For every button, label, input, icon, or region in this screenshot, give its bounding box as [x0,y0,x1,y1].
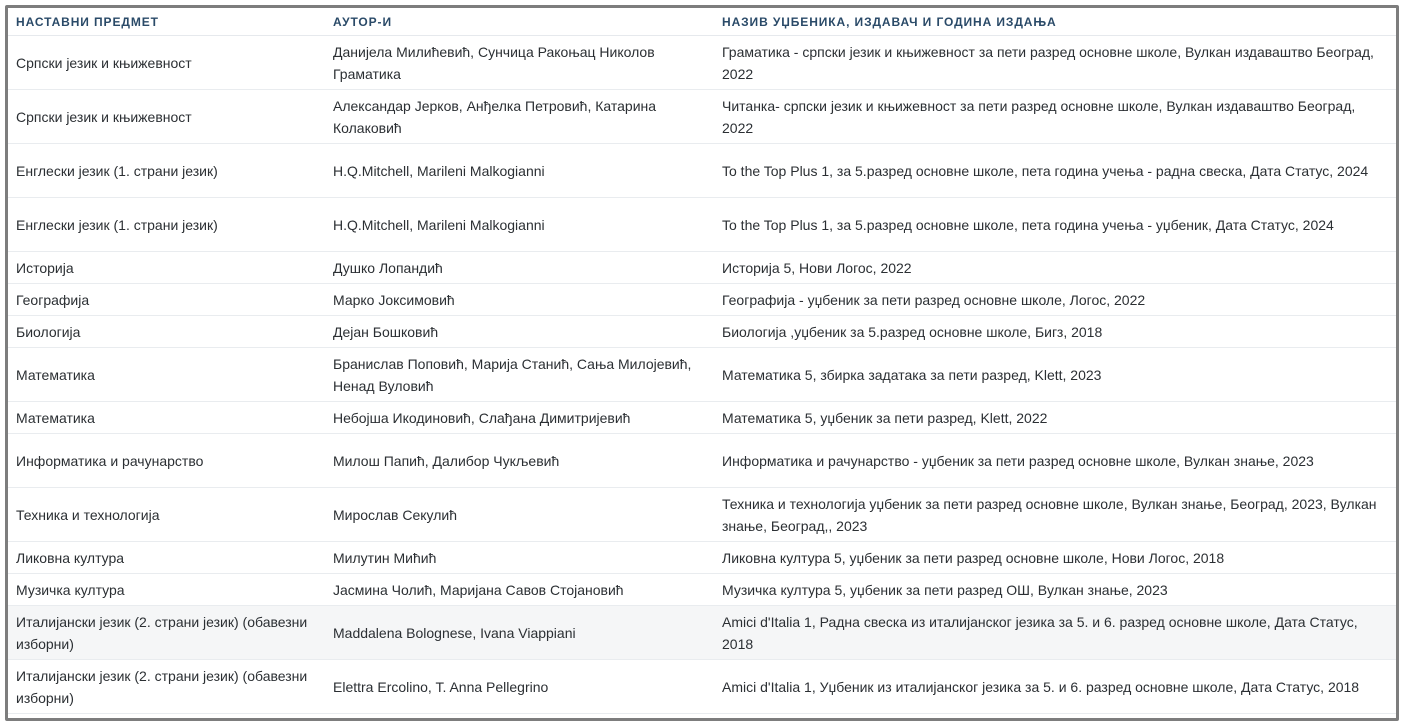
cell-authors: Душко Лопандић [325,252,714,284]
table-row [8,284,1396,316]
cell-textbook: Биологија ,уџбеник за 5.разред основне школе, Бигз, 2018 [714,316,1396,348]
cell-subject: Италијански језик (2. страни језик) (обавезни изборни) [8,606,325,660]
table-row [8,144,1396,198]
cell-subject: Географија [8,284,325,316]
header-textbook: НАЗИВ УЏБЕНИКА, ИЗДАВАЧ И ГОДИНА ИЗДАЊА [714,8,1396,36]
table-row [8,606,1396,660]
table-row [8,660,1396,714]
cell-authors: Мирослав Секулић [325,488,714,542]
table-row [8,90,1396,144]
cell-textbook: Amici d'Italia 1, Радна свеска из италијанског језика за 5. и 6. разред основне школе, Дата Статус, 2018 [714,606,1396,660]
table-row [8,348,1396,402]
cell-authors: Maddalena Bolognese, Ivana Viappiani [325,606,714,660]
cell-authors: Милутин Мићић [325,542,714,574]
cell-textbook: Историја 5, Нови Логос, 2022 [714,252,1396,284]
cell-authors: Бранислав Поповић, Марија Станић, Сања Милојевић, Ненад Вуловић [325,348,714,402]
cell-textbook: Читанка- српски језик и књижевност за пети разред основне школе, Вулкан издаваштво Београд, 2022 [714,90,1396,144]
cell-subject: Ликовна култура [8,542,325,574]
header-authors: АУТОР-И [325,8,714,36]
cell-textbook: Географија - уџбеник за пети разред основне школе, Логос, 2022 [714,284,1396,316]
cell-authors: Дејан Бошковић [325,316,714,348]
cell-authors: H.Q.Mitchell, Marileni Malkogianni [325,144,714,198]
table-row [8,488,1396,542]
table-header-row [8,8,1396,36]
cell-textbook: Информатика и рачунарство - уџбеник за пети разред основне школе, Вулкан знање, 2023 [714,434,1396,488]
cell-authors: Александар Јерков, Анђелка Петровић, Катарина Колаковић [325,90,714,144]
cell-subject: Техника и технологија [8,488,325,542]
cell-authors: Данијела Милићевић, Сунчица Ракоњац Николов Граматика [325,36,714,90]
cell-textbook: Техника и технологија уџбеник за пети разред основне школе, Вулкан знање, Београд, 2023, Вулкан знање, Београд,, 2023 [714,488,1396,542]
table-row [8,574,1396,606]
cell-textbook: Математика 5, уџбеник за пети разред, Klett, 2022 [714,402,1396,434]
cell-subject: Биологија [8,316,325,348]
cell-subject: Музичка култура [8,574,325,606]
table-row [8,316,1396,348]
cell-subject: Математика [8,348,325,402]
table-row [8,434,1396,488]
table-row [8,542,1396,574]
cell-authors: Јасмина Чолић, Маријана Савов Стојановић [325,574,714,606]
header-subject: НАСТАВНИ ПРЕДМЕТ [8,8,325,36]
cell-textbook: To the Top Plus 1, за 5.разред основне школе, пета година учења - уџбеник, Дата Статус, 2024 [714,198,1396,252]
cell-subject: Енглески језик (1. страни језик) [8,144,325,198]
cell-authors: Марко Јоксимовић [325,284,714,316]
cell-subject: Енглески језик (1. страни језик) [8,198,325,252]
cell-textbook: Amici d'Italia 1, Уџбеник из италијанског језика за 5. и 6. разред основне школе, Дата Статус, 2018 [714,660,1396,714]
cell-textbook: To the Top Plus 1, за 5.разред основне школе, пета година учења - радна свеска, Дата Статус, 2024 [714,144,1396,198]
cell-textbook: Музичка култура 5, уџбеник за пети разред ОШ, Вулкан знање, 2023 [714,574,1396,606]
cell-subject: Италијански језик (2. страни језик) (обавезни изборни) [8,660,325,714]
cell-authors: Elettra Ercolino, T. Anna Pellegrino [325,660,714,714]
table-row [8,36,1396,90]
cell-subject: Српски језик и књижевност [8,90,325,144]
textbook-table [8,8,1396,714]
cell-authors: Милош Папић, Далибор Чукљевић [325,434,714,488]
table-row [8,198,1396,252]
table-row [8,252,1396,284]
cell-authors: H.Q.Mitchell, Marileni Malkogianni [325,198,714,252]
cell-subject: Историја [8,252,325,284]
cell-subject: Информатика и рачунарство [8,434,325,488]
table-row [8,402,1396,434]
cell-subject: Српски језик и књижевност [8,36,325,90]
cell-textbook: Математика 5, збирка задатака за пети разред, Klett, 2023 [714,348,1396,402]
cell-textbook: Ликовна култура 5, уџбеник за пети разред основне школе, Нови Логос, 2018 [714,542,1396,574]
cell-subject: Математика [8,402,325,434]
cell-textbook: Граматика - српски језик и књижевност за пети разред основне школе, Вулкан издаваштво Београд, 2022 [714,36,1396,90]
cell-authors: Небојша Икодиновић, Слађана Димитријевић [325,402,714,434]
textbook-table-container [5,5,1399,721]
